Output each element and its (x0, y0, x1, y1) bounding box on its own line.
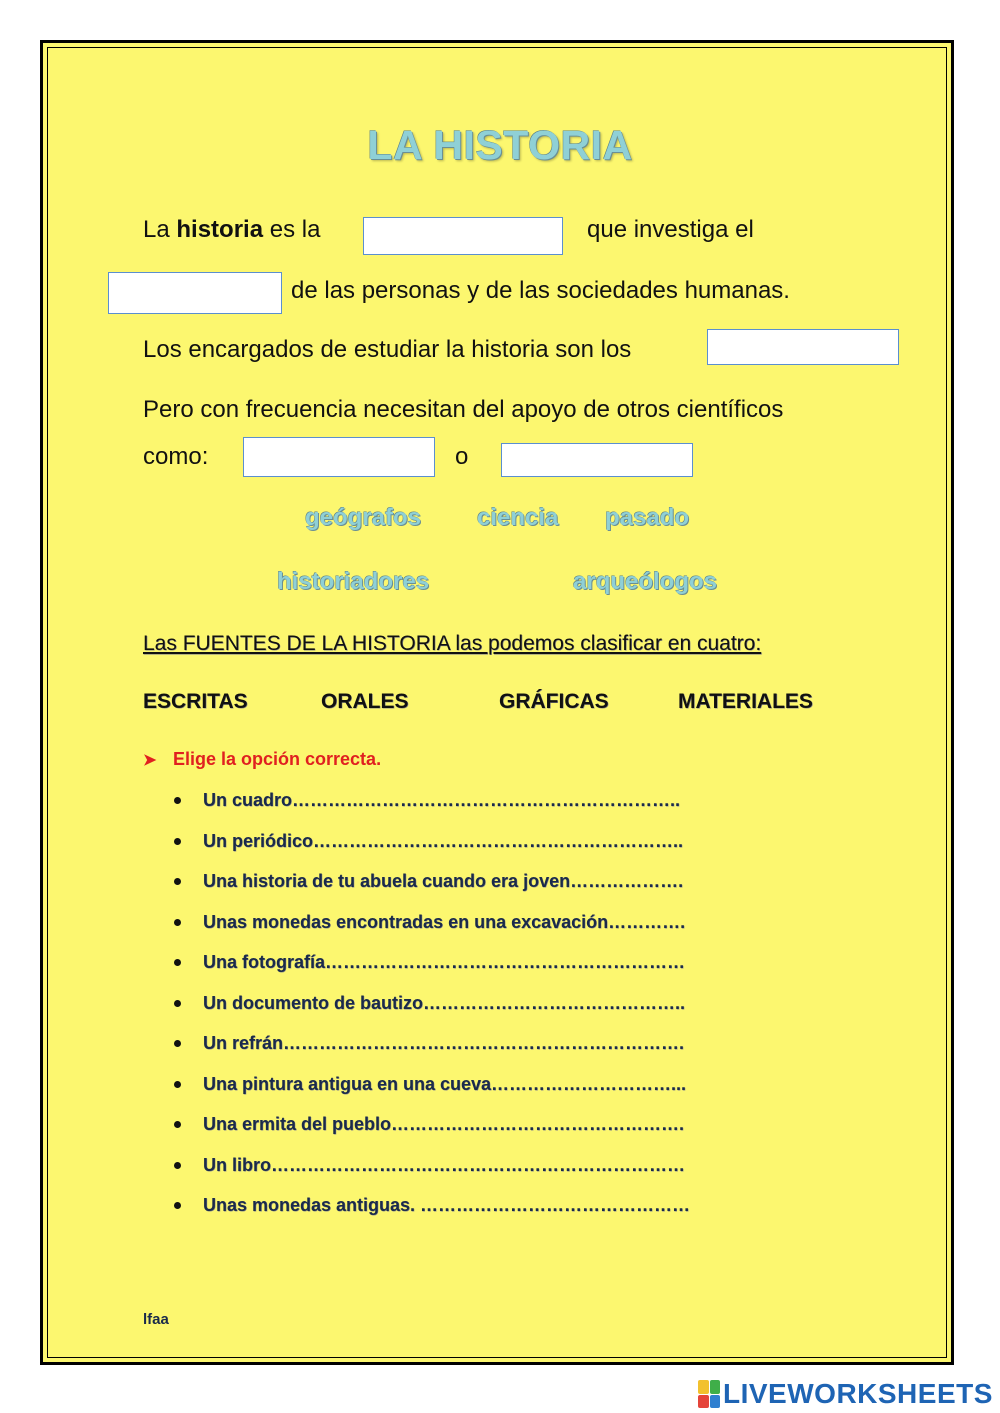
brand-name: LIVEWORKSHEETS (723, 1378, 993, 1409)
instruction (143, 749, 381, 770)
word-bank-item[interactable]: geógrafos (305, 504, 422, 531)
paragraph-line-3: Los encargados de estudiar la historia son los (143, 336, 632, 363)
instruction-text: Elige la opción correcta. (173, 749, 382, 769)
category-label: ESCRITAS (143, 690, 248, 713)
bullet-icon (174, 1202, 181, 1209)
category-label: MATERIALES (678, 690, 813, 713)
bullet-icon (174, 959, 181, 966)
list-item[interactable]: Un libro…………………………………………………………… (173, 1155, 690, 1196)
paragraph-line-2: de las personas y de las sociedades humanas. (291, 277, 790, 304)
word-bank-item[interactable]: historiadores (277, 568, 430, 595)
sources-list (173, 790, 690, 1236)
category-label: ORALES (321, 690, 409, 713)
answer-box-3[interactable] (707, 329, 899, 365)
bullet-icon (174, 1162, 181, 1169)
list-item[interactable]: Una ermita del pueblo…………………………………………. (173, 1114, 690, 1155)
list-item[interactable]: Un cuadro……………………………………………………….. (173, 790, 690, 831)
list-item[interactable]: Unas monedas antiguas. ……………………………………… (173, 1195, 690, 1236)
logo-mark-icon (698, 1380, 720, 1408)
list-item[interactable]: Una fotografía…………………………………………………… (173, 952, 690, 993)
list-item[interactable]: Una pintura antigua en una cueva…………………………... (173, 1074, 690, 1115)
list-item[interactable]: Unas monedas encontradas en una excavación…………. (173, 912, 690, 953)
category-label: GRÁFICAS (499, 690, 609, 713)
paragraph-line-1-end: que investiga el (587, 216, 754, 243)
arrow-bullet-icon: ➤ (143, 752, 157, 769)
paragraph-line-5-start: como: (143, 443, 209, 470)
answer-box-5[interactable] (501, 443, 693, 477)
paragraph-line-4: Pero con frecuencia necesitan del apoyo de otros científicos (143, 396, 784, 423)
word-bank-item[interactable]: ciencia (477, 504, 559, 531)
list-item[interactable]: Una historia de tu abuela cuando era joven………………. (173, 871, 690, 912)
answer-box-1[interactable] (363, 217, 563, 255)
author-signature: lfaa (143, 1311, 169, 1328)
paragraph-line-1: La historia es la (143, 216, 321, 243)
sources-heading: Las FUENTES DE LA HISTORIA las podemos clasificar en cuatro: (143, 632, 762, 655)
list-item[interactable]: Un periódico…………………………………………………….. (173, 831, 690, 872)
bullet-icon (174, 1000, 181, 1007)
page-title: LA HISTORIA (367, 122, 633, 168)
keyword-historia: historia (176, 216, 264, 243)
word-bank-item[interactable]: pasado (605, 504, 690, 531)
bullet-icon (174, 1040, 181, 1047)
liveworksheets-logo[interactable] (698, 1378, 993, 1410)
list-item[interactable]: Un refrán…………………………………………………………. (173, 1033, 690, 1074)
bullet-icon (174, 919, 181, 926)
answer-box-4[interactable] (243, 437, 435, 477)
word-bank-item[interactable]: arqueólogos (573, 568, 718, 595)
paragraph-line-5-o: o (455, 443, 469, 470)
bullet-icon (174, 878, 181, 885)
answer-box-2[interactable] (108, 272, 282, 314)
bullet-icon (174, 1121, 181, 1128)
list-item[interactable]: Un documento de bautizo…………………………………….. (173, 993, 690, 1034)
bullet-icon (174, 838, 181, 845)
bullet-icon (174, 797, 181, 804)
bullet-icon (174, 1081, 181, 1088)
